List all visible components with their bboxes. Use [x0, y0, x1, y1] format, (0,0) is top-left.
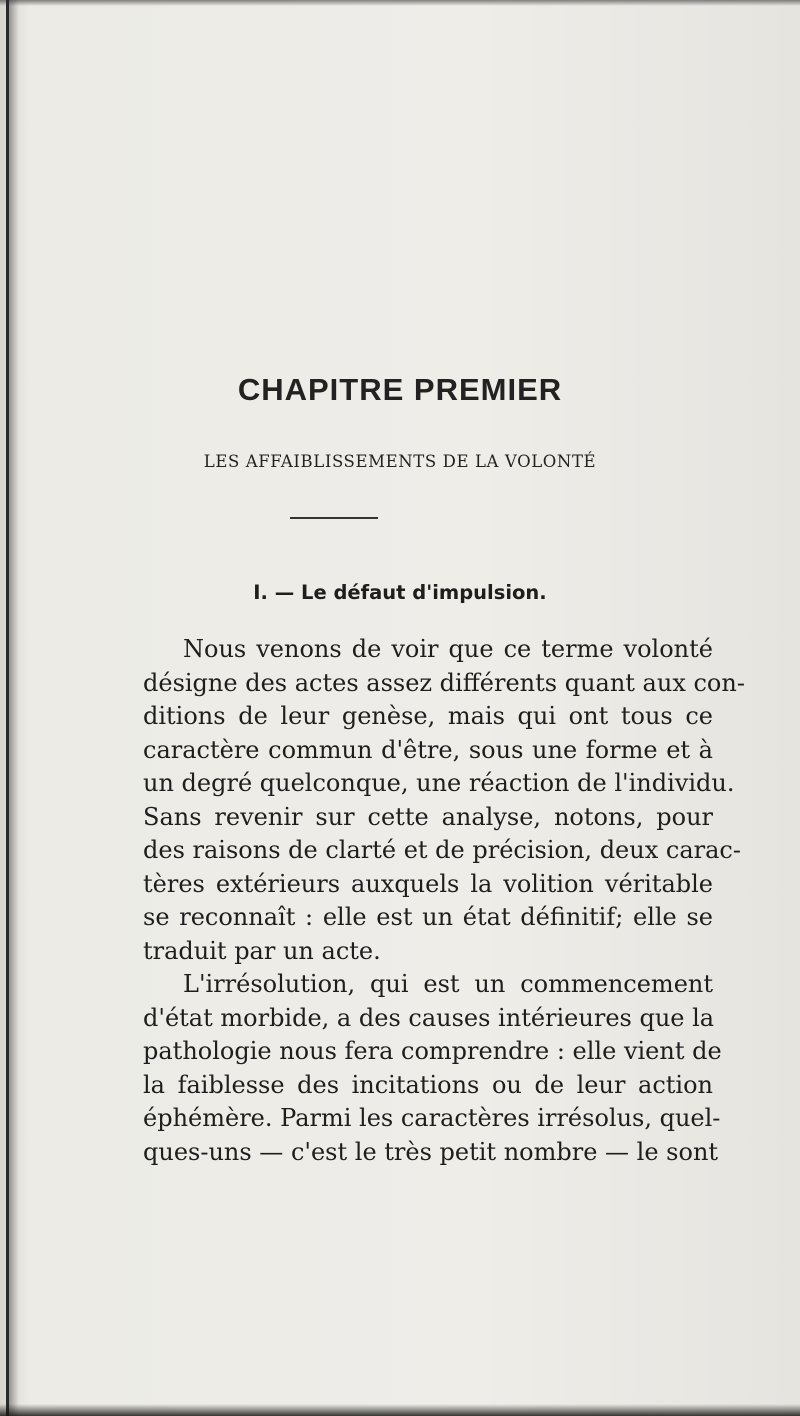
text-line: ditions de leur genèse, mais qui ont tous ce	[143, 702, 713, 730]
text-line: un degré quelconque, une réaction de l'individu.	[143, 769, 735, 797]
text-line: des raisons de clarté et de précision, deux carac-	[143, 836, 741, 864]
text-line: se reconnaît : elle est un état définitif; elle se	[143, 903, 713, 931]
section-heading: I. — Le défaut d'impulsion.	[253, 581, 547, 604]
text-line: Sans revenir sur cette analyse, notons, pour	[143, 802, 713, 831]
page-bottom-edge	[0, 1404, 800, 1416]
text-line: L'irrésolution, qui est un commencement	[183, 970, 713, 998]
text-line: désigne des actes assez différents quant aux con-	[143, 668, 745, 697]
text-line: tères extérieurs auxquels la volition véritable	[143, 869, 713, 898]
title-divider-rule	[290, 517, 378, 519]
text-line: Nous venons de voir que ce terme volonté	[183, 635, 713, 663]
chapter-subtitle: LES AFFAIBLISSEMENTS DE LA VOLONTÉ	[203, 452, 597, 471]
body-text	[143, 633, 745, 1169]
text-line: la faiblesse des incitations ou de leur action	[143, 1070, 713, 1099]
text-line: traduit par un acte.	[143, 936, 381, 965]
binding-gutter-shadow	[9, 0, 19, 1416]
text-line: d'état morbide, a des causes intérieures que la	[143, 1003, 715, 1032]
text-line: pathologie nous fera comprendre : elle vient de	[143, 1037, 722, 1065]
page-top-shadow	[0, 0, 800, 6]
text-line: ques-uns — c'est le très petit nombre — le sont	[143, 1137, 719, 1166]
text-line: caractère commun d'être, sous une forme et à	[143, 735, 713, 764]
text-line: éphémère. Parmi les caractères irrésolus, quel-	[143, 1104, 721, 1132]
chapter-title: CHAPITRE PREMIER	[237, 372, 563, 407]
